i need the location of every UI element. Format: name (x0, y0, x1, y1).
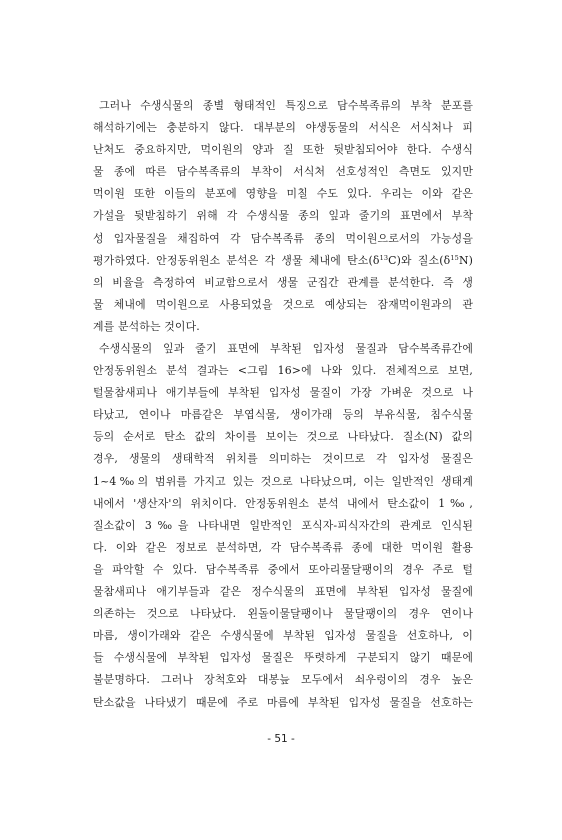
text-line: 물 종에 따른 담수복족류의 부착이 서식처 선호성적인 측면도 있지만 (93, 165, 473, 179)
text-line: 타났고, 연이나 마름같은 부엽식물, 생이가래 등의 부유식물, 침수식물 (93, 408, 473, 422)
text-line: 탄소값을 나타냈기 때문에 주로 마름에 부착된 입자성 물질을 선호하는 (93, 695, 473, 709)
text-line: 성 입자물질을 채집하여 각 담수복족류 종의 먹이원으로서의 가능성을 (93, 231, 473, 245)
text-line: 물 체내에 먹이원으로 사용되었을 것으로 예상되는 잠재먹이원과의 관 (93, 297, 473, 311)
text-line: 수생식물의 잎과 줄기 표면에 부착된 입자성 물질과 담수복족류간에 (99, 342, 473, 355)
paragraph-2 (93, 338, 473, 714)
text-line: 그러나 수생식물의 종별 형태적인 특징으로 담수복족류의 부착 분포를 (99, 99, 473, 112)
text-line: 1~4‰의 범위를 가지고 있는 것으로 나타났으며, 이는 일반적인 생태계 (93, 474, 473, 488)
text-line: 안정동위원소 분석 결과는 <그림 16>에 나와 있다. 전체적으로 보면, (93, 364, 473, 378)
text-line: 내에서 '생산자'의 위치이다. 안정동위원소 분석 내에서 탄소값이 1‰, (93, 496, 473, 510)
text-line: 의 비율을 측정하여 비교함으로서 생물 군집간 관계를 분석한다. 즉 생 (93, 275, 473, 289)
text-line: 계를 분석하는 것이다. (93, 319, 200, 333)
text-line: 질소값이 3‰을 나타내면 일반적인 포식자-피식자간의 관계로 인식된 (93, 518, 473, 532)
text-line: 평가하였다. 안정동위원소 분석은 각 생물 체내에 탄소$(\delta^{13}C)$와 질소$(\delta^{15}N)$ (93, 253, 474, 267)
text-line: 털물참새피나 애기부들에 부착된 입자성 물질이 가장 가벼운 것으로 나 (93, 386, 473, 400)
text-line: 들 수생식물에 부착된 입자성 물질은 뚜렷하게 구분되지 않기 때문에 (93, 651, 473, 665)
text-line: 마름, 생이가래와 같은 수생식물에 부착된 입자성 물질을 선호하나, 이 (93, 629, 473, 643)
text-line: 난처도 중요하지만, 먹이원의 양과 질 또한 뒷받침되어야 한다. 수생식 (93, 143, 473, 157)
text-line: 해석하기에는 충분하지 않다. 대부분의 야생동물의 서식은 서식처나 피 (93, 121, 473, 135)
text-line: 가설을 뒷받침하기 위해 각 수생식물 종의 잎과 줄기의 표면에서 부착 (93, 209, 473, 223)
paragraph-1 (93, 95, 473, 338)
text-line: 먹이원 또한 이들의 분포에 영향을 미칠 수도 있다. 우리는 이와 같은 (93, 187, 473, 201)
text-line: 을 파악할 수 있다. 담수복족류 중에서 또아리물달팽이의 경우 주로 털 (93, 562, 473, 576)
text-line: 다. 이와 같은 정보로 분석하면, 각 담수복족류 종에 대한 먹이원 활용 (93, 540, 473, 554)
page-number: - 51 - (267, 733, 295, 745)
text-line: 경우, 생물의 생태학적 위치를 의미하는 것이므로 각 입자성 물질은 (93, 452, 473, 466)
text-line: 불분명하다. 그러나 장척호와 대봉늪 모두에서 쇠우렁이의 경우 높은 (93, 673, 473, 687)
text-line: 의존하는 것으로 나타났다. 왼돌이물달팽이나 물달팽이의 경우 연이나 (93, 607, 473, 621)
text-line: 물참새피나 애기부들과 같은 정수식물의 표면에 부착된 입자성 물질에 (93, 585, 473, 599)
text-line: 등의 순서로 탄소 값의 차이를 보이는 것으로 나타났다. 질소(N) 값의 (93, 430, 473, 444)
